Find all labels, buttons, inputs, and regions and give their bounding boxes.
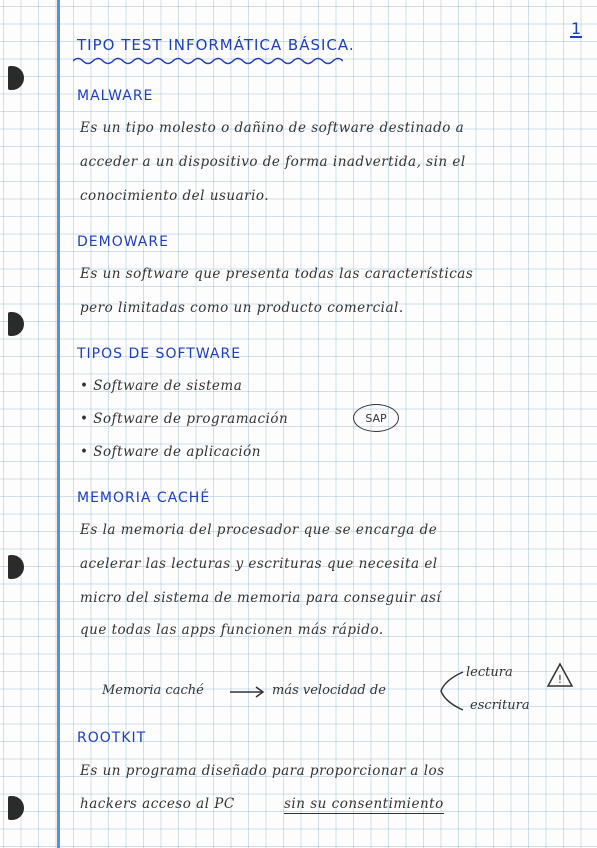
diagram-middle-label: más velocidad de [272,683,386,698]
binder-hole [8,796,24,820]
svg-text:!: ! [557,673,563,686]
diagram-branch-bottom: escritura [470,698,530,713]
demoware-line: Es un software que presenta todas las características [80,266,474,282]
software-type-item: • Software de programación [80,411,288,427]
heading-demoware: DEMOWARE [77,234,169,250]
brace-icon [437,668,467,714]
heading-tipos-software: TIPOS DE SOFTWARE [77,346,242,362]
rootkit-underlined-text [284,796,444,812]
malware-line: Es un tipo molesto o dañino de software destinado a [80,120,465,136]
underlined-phrase: sin su consentimiento [284,796,444,812]
page-title: TIPO TEST INFORMÁTICA BÁSICA. [77,36,355,54]
malware-line: conocimiento del usuario. [80,188,270,204]
heading-rootkit: ROOTKIT [77,730,147,746]
warning-icon [546,662,574,688]
malware-line: acceder a un dispositivo de forma inadvertida, sin el [80,154,466,170]
title-wavy-underline [73,56,343,66]
heading-malware: MALWARE [77,88,154,104]
heading-memoria-cache: MEMORIA CACHÉ [77,490,211,506]
margin-line [57,0,60,848]
cache-line: micro del sistema de memoria para conseguir así [80,590,442,606]
arrow-right-icon [228,684,266,700]
binder-hole [8,66,24,90]
demoware-line: pero limitadas como un producto comercial. [80,300,404,316]
cache-line: que todas las apps funcionen más rápido. [80,622,384,638]
diagram-branch-top: lectura [466,665,513,680]
binder-hole [8,555,24,579]
cache-line: acelerar las lecturas y escrituras que necesita el [80,556,438,572]
sap-circled-note: SAP [353,404,399,432]
software-type-item: • Software de sistema [80,378,242,394]
software-type-item: • Software de aplicación [80,444,261,460]
rootkit-line: hackers acceso al PC [80,796,235,812]
cache-line: Es la memoria del procesador que se encarga de [80,522,438,538]
page-number: 1 [571,19,582,38]
binder-hole [8,312,24,336]
diagram-left-label: Memoria caché [102,683,204,698]
rootkit-line: Es un programa diseñado para proporcionar a los [80,763,445,779]
